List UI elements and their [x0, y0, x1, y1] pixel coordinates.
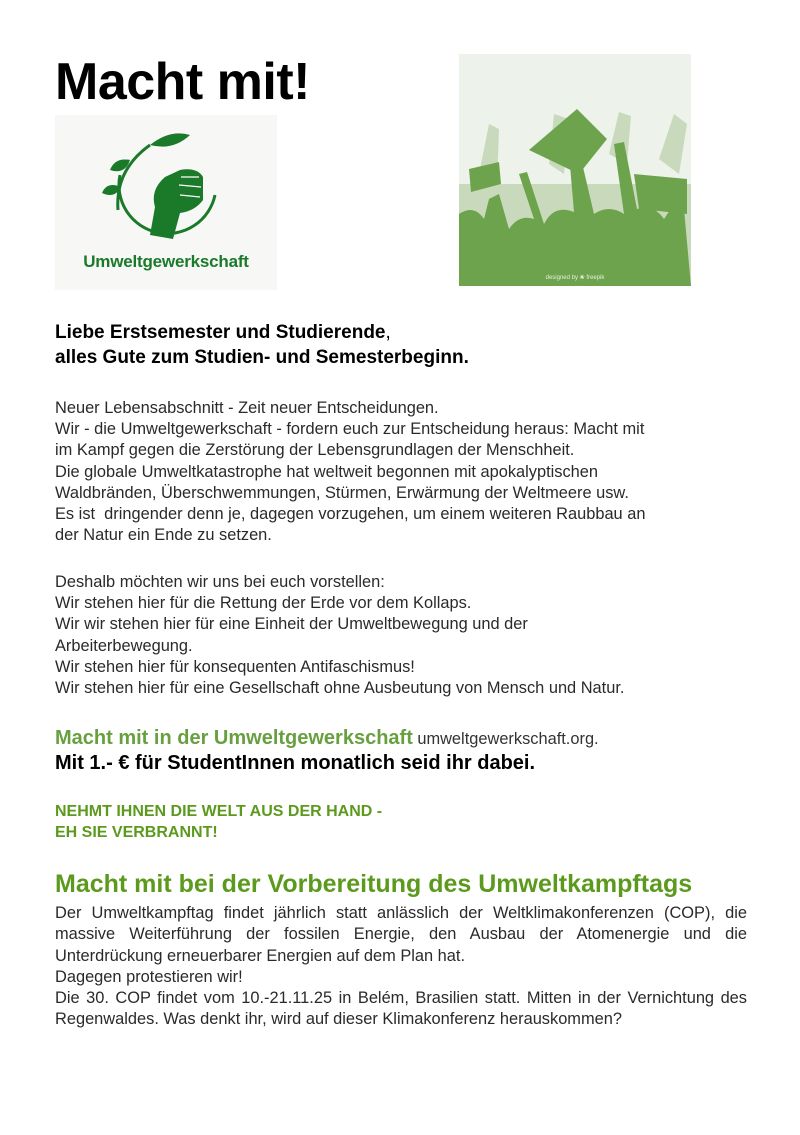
fist-with-leaves-icon — [55, 115, 277, 250]
greeting — [55, 320, 469, 370]
intro-line: Wir - die Umweltgewerkschaft - fordern euch zur Entscheidung heraus: Macht mit — [55, 420, 645, 439]
intro-line: Waldbränden, Überschwemmungen, Stürmen, Erwärmung der Weltmeere usw. — [55, 483, 629, 502]
image-credit: designed by ❀ freepik — [545, 275, 605, 281]
protest-crowd-icon — [459, 54, 691, 286]
slogan — [55, 801, 382, 843]
values-line: Wir wir stehen hier für eine Einheit der Umweltbewegung und der — [55, 615, 528, 634]
values-paragraph — [55, 572, 755, 699]
values-line: Deshalb möchten wir uns bei euch vorstellen: — [55, 573, 385, 591]
greeting-line1: Liebe Erstsemester und Studierende — [55, 322, 386, 343]
section-paragraph: Dagegen protestieren wir! — [55, 967, 243, 986]
intro-line: Neuer Lebensabschnitt - Zeit neuer Entscheidungen. — [55, 399, 439, 417]
website-link[interactable]: umweltgewerkschaft.org. — [417, 730, 599, 748]
section-body — [55, 903, 747, 1031]
intro-line: der Natur ein Ende zu setzen. — [55, 526, 272, 545]
logo-name: Umweltgewerkschaft — [83, 252, 249, 271]
values-line: Wir stehen hier für die Rettung der Erde vor dem Kollaps. — [55, 594, 472, 613]
greeting-line2: alles Gute zum Studien- und Semesterbeginn. — [55, 347, 469, 368]
page-title: Macht mit! — [55, 53, 310, 111]
membership-fee: Mit 1.- € für StudentInnen monatlich seid ihr dabei. — [55, 752, 536, 774]
intro-paragraph — [55, 398, 755, 546]
section-paragraph: Die 30. COP findet vom 10.-21.11.25 in Belém, Brasilien statt. Mitten in der Vernichtung des Regenwaldes. Was denkt ihr, wird auf dieser Klimakonferenz herauskommen? — [55, 989, 747, 1029]
values-line: Wir stehen hier für eine Gesellschaft ohne Ausbeutung von Mensch und Natur. — [55, 679, 625, 698]
values-line: Arbeiterbewegung. — [55, 636, 193, 655]
intro-line: im Kampf gegen die Zerstörung der Lebensgrundlagen der Menschheit. — [55, 441, 575, 460]
section-title: Macht mit bei der Vorbereitung des Umweltkampftags — [55, 870, 693, 898]
intro-line: Es ist dringender denn je, dagegen vorzugehen, um einem weiteren Raubbau an — [55, 505, 646, 524]
values-line: Wir stehen hier für konsequenten Antifaschismus! — [55, 657, 415, 676]
section-paragraph: Der Umweltkampftag findet jährlich statt anlässlich der Weltklimakonferenzen (COP), die massive Weiterführung der fossilen Energie, den Ausbau der Atomenergie und die Unterdrückung erneuerbarer Energien auf dem Plan hat. — [55, 904, 747, 965]
protest-crowd-image — [459, 54, 691, 286]
call-to-action — [55, 727, 755, 775]
greeting-comma: , — [385, 322, 391, 343]
intro-line: Die globale Umweltkatastrophe hat weltweit begonnen mit apokalyptischen — [55, 462, 599, 481]
umweltgewerkschaft-logo — [55, 115, 277, 290]
slogan-line1: NEHMT IHNEN DIE WELT AUS DER HAND - — [55, 803, 383, 820]
slogan-line2: EH SIE VERBRANNT! — [55, 824, 218, 841]
cta-heading: Macht mit in der Umweltgewerkschaft — [55, 727, 413, 749]
